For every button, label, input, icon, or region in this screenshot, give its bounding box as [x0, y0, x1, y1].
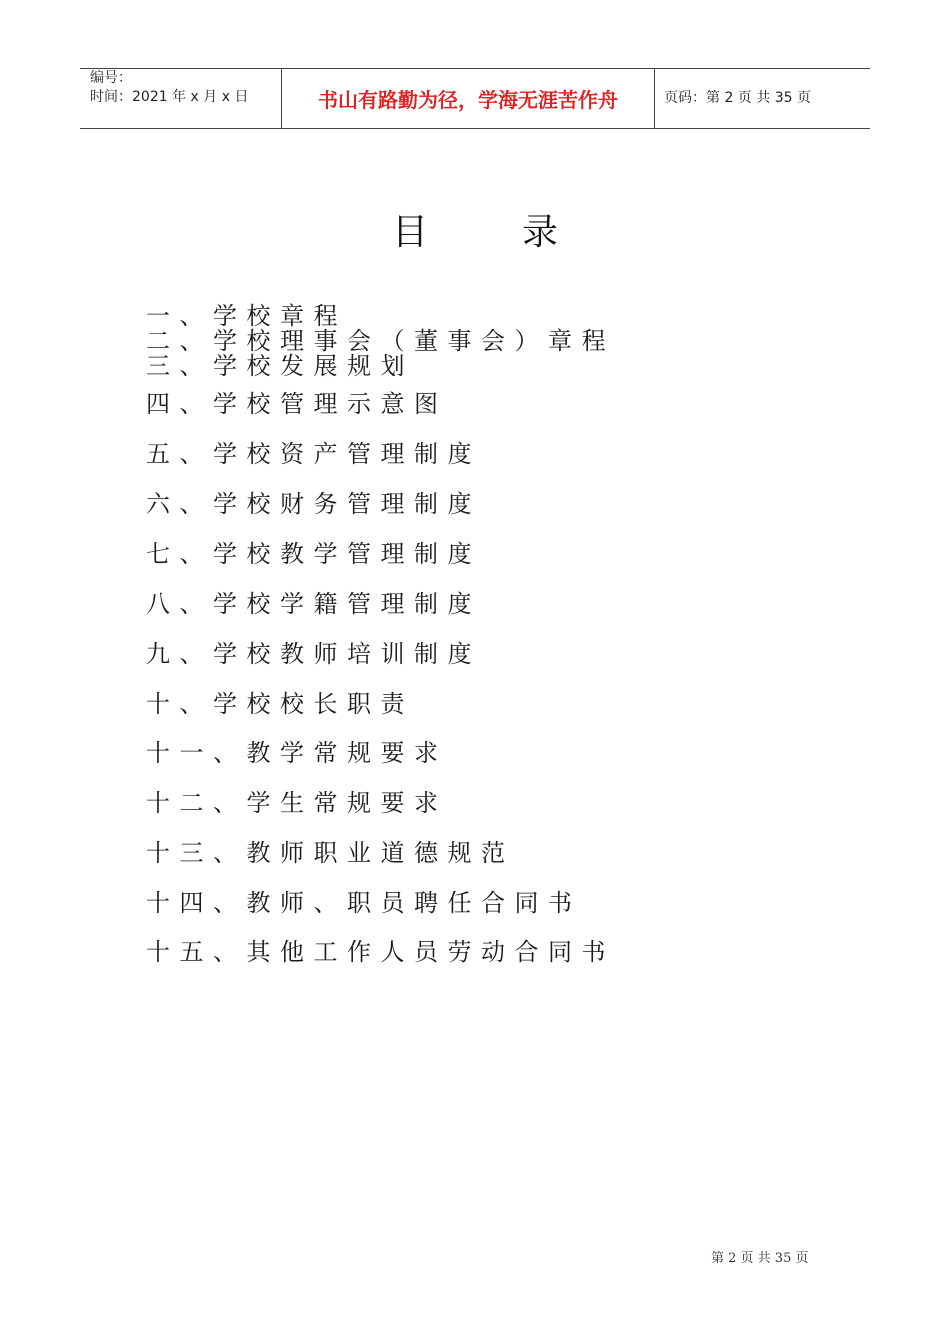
toc-item: 十四、教师、职员聘任合同书	[146, 889, 582, 917]
toc-item: 十二、学生常规要求	[146, 789, 448, 817]
toc-item: 六、学校财务管理制度	[146, 490, 481, 518]
toc-item: 二、学校理事会（董事会）章程	[146, 327, 615, 355]
toc-item: 十五、其他工作人员劳动合同书	[146, 938, 615, 966]
header-date: 时间：2021 年 x 月 x 日	[90, 89, 249, 105]
header-motto: 书山有路勤为径，学海无涯苦作舟	[318, 88, 618, 112]
toc-item: 八、学校学籍管理制度	[146, 590, 481, 618]
toc-item: 四、学校管理示意图	[146, 390, 448, 418]
header-page-info: 页码：第 2 页 共 35 页	[664, 90, 811, 106]
toc-title-char-1: 目	[392, 212, 429, 253]
toc-list	[146, 0, 906, 1344]
toc-item: 十三、教师职业道德规范	[146, 839, 515, 867]
toc-title-char-2: 录	[522, 212, 559, 253]
toc-item: 三、学校发展规划	[146, 352, 414, 380]
toc-item: 五、学校资产管理制度	[146, 440, 481, 468]
toc-item: 九、学校教师培训制度	[146, 640, 481, 668]
toc-item: 十、学校校长职责	[146, 690, 414, 718]
toc-item: 一、学校章程	[146, 302, 347, 330]
header-number-label: 编号：	[90, 70, 132, 86]
footer-page-number: 第 2 页 共 35 页	[711, 1251, 809, 1266]
toc-item: 十一、教学常规要求	[146, 739, 448, 767]
toc-item: 七、学校教学管理制度	[146, 540, 481, 568]
